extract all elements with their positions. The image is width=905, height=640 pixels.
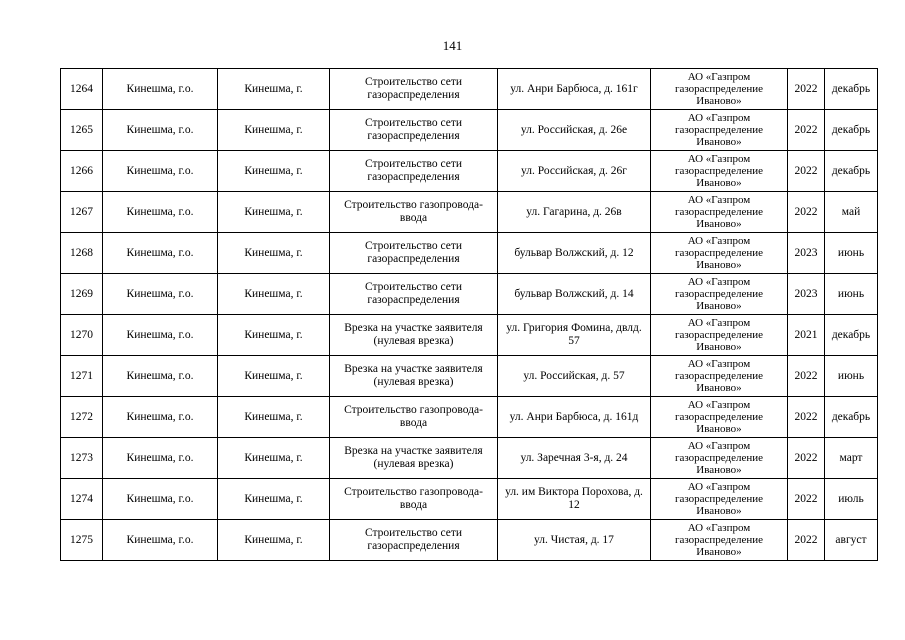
month-cell: декабрь bbox=[825, 315, 878, 356]
locality-cell: Кинешма, г. bbox=[218, 479, 330, 520]
work-type-cell: Строительство газопровода-ввода bbox=[330, 192, 498, 233]
locality-cell: Кинешма, г. bbox=[218, 233, 330, 274]
organization-cell: АО «Газпром газораспределение Иваново» bbox=[651, 397, 788, 438]
district-cell: Кинешма, г.о. bbox=[103, 479, 218, 520]
organization-cell: АО «Газпром газораспределение Иваново» bbox=[651, 233, 788, 274]
address-cell: ул. Российская, д. 26е bbox=[498, 110, 651, 151]
page-number: 141 bbox=[442, 38, 463, 53]
row-number-cell: 1269 bbox=[61, 274, 103, 315]
row-number-cell: 1273 bbox=[61, 438, 103, 479]
month-cell: декабрь bbox=[825, 69, 878, 110]
district-cell: Кинешма, г.о. bbox=[103, 438, 218, 479]
organization-cell: АО «Газпром газораспределение Иваново» bbox=[651, 274, 788, 315]
district-cell: Кинешма, г.о. bbox=[103, 192, 218, 233]
table-row bbox=[61, 151, 878, 192]
locality-cell: Кинешма, г. bbox=[218, 356, 330, 397]
district-cell: Кинешма, г.о. bbox=[103, 356, 218, 397]
row-number-cell: 1264 bbox=[61, 69, 103, 110]
address-cell: ул. Анри Барбюса, д. 161д bbox=[498, 397, 651, 438]
month-cell: март bbox=[825, 438, 878, 479]
work-type-cell: Врезка на участке заявителя (нулевая врезка) bbox=[330, 438, 498, 479]
address-cell: ул. Чистая, д. 17 bbox=[498, 520, 651, 561]
table-row bbox=[61, 233, 878, 274]
month-cell: декабрь bbox=[825, 397, 878, 438]
address-cell: бульвар Волжский, д. 14 bbox=[498, 274, 651, 315]
table-row bbox=[61, 438, 878, 479]
work-type-cell: Врезка на участке заявителя (нулевая врезка) bbox=[330, 356, 498, 397]
organization-cell: АО «Газпром газораспределение Иваново» bbox=[651, 110, 788, 151]
district-cell: Кинешма, г.о. bbox=[103, 274, 218, 315]
organization-cell: АО «Газпром газораспределение Иваново» bbox=[651, 479, 788, 520]
month-cell: июль bbox=[825, 479, 878, 520]
table-body bbox=[61, 69, 878, 561]
district-cell: Кинешма, г.о. bbox=[103, 69, 218, 110]
year-cell: 2022 bbox=[788, 438, 825, 479]
district-cell: Кинешма, г.о. bbox=[103, 110, 218, 151]
organization-cell: АО «Газпром газораспределение Иваново» bbox=[651, 520, 788, 561]
row-number-cell: 1274 bbox=[61, 479, 103, 520]
address-cell: ул. им Виктора Порохова, д. 12 bbox=[498, 479, 651, 520]
district-cell: Кинешма, г.о. bbox=[103, 315, 218, 356]
table-row bbox=[61, 110, 878, 151]
organization-cell: АО «Газпром газораспределение Иваново» bbox=[651, 192, 788, 233]
address-cell: ул. Заречная 3-я, д. 24 bbox=[498, 438, 651, 479]
month-cell: май bbox=[825, 192, 878, 233]
year-cell: 2022 bbox=[788, 397, 825, 438]
year-cell: 2022 bbox=[788, 69, 825, 110]
row-number-cell: 1270 bbox=[61, 315, 103, 356]
table-row bbox=[61, 315, 878, 356]
organization-cell: АО «Газпром газораспределение Иваново» bbox=[651, 438, 788, 479]
work-type-cell: Строительство сети газораспределения bbox=[330, 110, 498, 151]
address-cell: ул. Анри Барбюса, д. 161г bbox=[498, 69, 651, 110]
year-cell: 2023 bbox=[788, 274, 825, 315]
organization-cell: АО «Газпром газораспределение Иваново» bbox=[651, 151, 788, 192]
district-cell: Кинешма, г.о. bbox=[103, 397, 218, 438]
row-number-cell: 1275 bbox=[61, 520, 103, 561]
year-cell: 2022 bbox=[788, 356, 825, 397]
locality-cell: Кинешма, г. bbox=[218, 315, 330, 356]
organization-cell: АО «Газпром газораспределение Иваново» bbox=[651, 315, 788, 356]
row-number-cell: 1266 bbox=[61, 151, 103, 192]
district-cell: Кинешма, г.о. bbox=[103, 520, 218, 561]
year-cell: 2023 bbox=[788, 233, 825, 274]
locality-cell: Кинешма, г. bbox=[218, 110, 330, 151]
district-cell: Кинешма, г.о. bbox=[103, 151, 218, 192]
organization-cell: АО «Газпром газораспределение Иваново» bbox=[651, 69, 788, 110]
district-cell: Кинешма, г.о. bbox=[103, 233, 218, 274]
address-cell: ул. Российская, д. 26г bbox=[498, 151, 651, 192]
month-cell: декабрь bbox=[825, 110, 878, 151]
address-cell: ул. Григория Фомина, двлд. 57 bbox=[498, 315, 651, 356]
row-number-cell: 1271 bbox=[61, 356, 103, 397]
row-number-cell: 1265 bbox=[61, 110, 103, 151]
month-cell: август bbox=[825, 520, 878, 561]
locality-cell: Кинешма, г. bbox=[218, 274, 330, 315]
month-cell: июнь bbox=[825, 233, 878, 274]
locality-cell: Кинешма, г. bbox=[218, 192, 330, 233]
table-row bbox=[61, 397, 878, 438]
work-type-cell: Врезка на участке заявителя (нулевая врезка) bbox=[330, 315, 498, 356]
year-cell: 2022 bbox=[788, 479, 825, 520]
locality-cell: Кинешма, г. bbox=[218, 151, 330, 192]
table-row bbox=[61, 274, 878, 315]
work-type-cell: Строительство сети газораспределения bbox=[330, 151, 498, 192]
row-number-cell: 1268 bbox=[61, 233, 103, 274]
address-cell: бульвар Волжский, д. 12 bbox=[498, 233, 651, 274]
year-cell: 2022 bbox=[788, 151, 825, 192]
work-type-cell: Строительство газопровода-ввода bbox=[330, 479, 498, 520]
locality-cell: Кинешма, г. bbox=[218, 520, 330, 561]
table-row bbox=[61, 479, 878, 520]
month-cell: июнь bbox=[825, 356, 878, 397]
table-row bbox=[61, 69, 878, 110]
month-cell: июнь bbox=[825, 274, 878, 315]
address-cell: ул. Российская, д. 57 bbox=[498, 356, 651, 397]
year-cell: 2022 bbox=[788, 520, 825, 561]
year-cell: 2022 bbox=[788, 110, 825, 151]
table-row bbox=[61, 520, 878, 561]
row-number-cell: 1272 bbox=[61, 397, 103, 438]
year-cell: 2021 bbox=[788, 315, 825, 356]
month-cell: декабрь bbox=[825, 151, 878, 192]
organization-cell: АО «Газпром газораспределение Иваново» bbox=[651, 356, 788, 397]
row-number-cell: 1267 bbox=[61, 192, 103, 233]
locality-cell: Кинешма, г. bbox=[218, 69, 330, 110]
address-cell: ул. Гагарина, д. 26в bbox=[498, 192, 651, 233]
work-type-cell: Строительство сети газораспределения bbox=[330, 274, 498, 315]
gas-works-table bbox=[60, 68, 878, 561]
work-type-cell: Строительство газопровода-ввода bbox=[330, 397, 498, 438]
work-type-cell: Строительство сети газораспределения bbox=[330, 233, 498, 274]
locality-cell: Кинешма, г. bbox=[218, 438, 330, 479]
work-type-cell: Строительство сети газораспределения bbox=[330, 69, 498, 110]
locality-cell: Кинешма, г. bbox=[218, 397, 330, 438]
year-cell: 2022 bbox=[788, 192, 825, 233]
table-row bbox=[61, 356, 878, 397]
table-row bbox=[61, 192, 878, 233]
work-type-cell: Строительство сети газораспределения bbox=[330, 520, 498, 561]
